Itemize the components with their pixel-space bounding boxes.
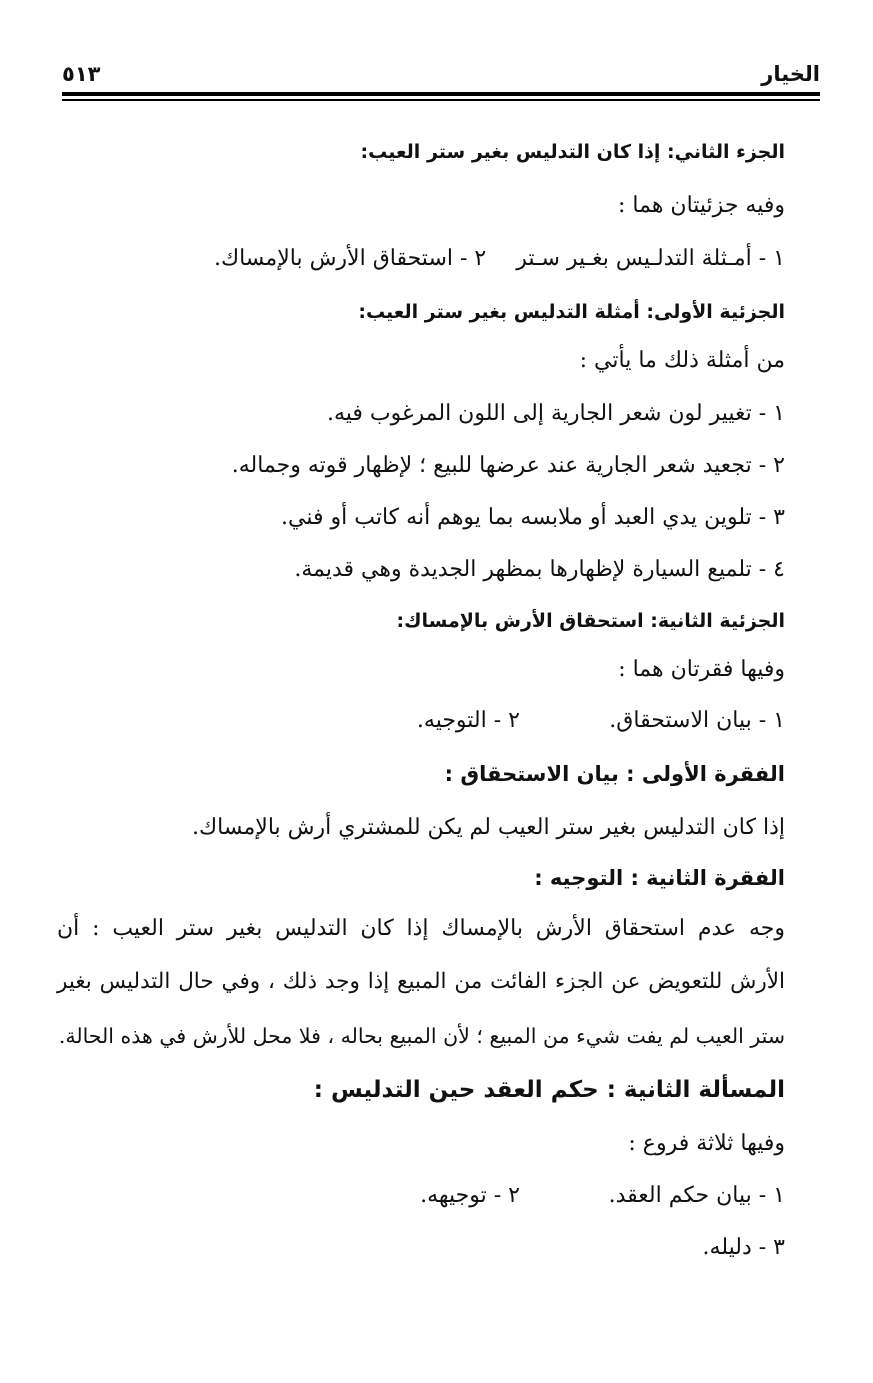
example-item: ١ - تغيير لون شعر الجارية إلى اللون المرغوب فيه. bbox=[327, 401, 785, 426]
body-text: ستر العيب لم يفت شيء من المبيع ؛ لأن المبيع بحاله ، فلا محل للأرش في هذه الحالة. bbox=[58, 1024, 785, 1048]
examples-intro: من أمثلة ذلك ما يأتي : bbox=[579, 348, 785, 373]
running-title: الخيار bbox=[761, 62, 820, 86]
paragraph-heading-one: الفقرة الأولى : بيان الاستحقاق : bbox=[444, 762, 785, 786]
page-number: ٥١٣ bbox=[62, 62, 101, 86]
issue-heading-two: المسألة الثانية : حكم العقد حين التدليس : bbox=[313, 1077, 785, 1103]
list-item: ١ - بيان الاستحقاق. bbox=[609, 708, 785, 733]
branches-intro: وفيها ثلاثة فروع : bbox=[628, 1131, 785, 1156]
subsection-list bbox=[214, 243, 785, 275]
list-item: ١ - أمـثلة التدلـيس بغـير سـتر bbox=[516, 246, 785, 271]
paragraph-list bbox=[417, 705, 785, 737]
list-item: ٢ - التوجيه. bbox=[416, 708, 520, 733]
header-rule-thin bbox=[62, 99, 820, 101]
paragraph-heading-two: الفقرة الثانية : التوجيه : bbox=[534, 866, 785, 890]
body-text: الأرش للتعويض عن الجزء الفائت من المبيع إذا وجد ذلك ، وفي حال التدليس بغير bbox=[57, 969, 785, 994]
list-item: ٢ - استحقاق الأرش بالإمساك. bbox=[213, 246, 487, 271]
list-item: ٢ - توجيهه. bbox=[420, 1183, 520, 1208]
body-text: إذا كان التدليس بغير ستر العيب لم يكن للمشتري أرش بالإمساك. bbox=[192, 815, 785, 840]
section-heading-part-two: الجزء الثاني: إذا كان التدليس بغير ستر العيب: bbox=[360, 141, 785, 163]
example-item: ٤ - تلميع السيارة لإظهارها بمظهر الجديدة وهي قديمة. bbox=[294, 557, 785, 582]
page-header bbox=[62, 58, 820, 92]
intro-text: وفيه جزئيتان هما : bbox=[618, 193, 785, 218]
body-text: وجه عدم استحقاق الأرش بالإمساك إذا كان التدليس بغير ستر العيب : أن bbox=[57, 916, 785, 941]
subsection-heading-one: الجزئية الأولى: أمثلة التدليس بغير ستر العيب: bbox=[358, 301, 785, 323]
paragraphs-intro: وفيها فقرتان هما : bbox=[618, 657, 785, 682]
header-rule-thick bbox=[62, 92, 820, 96]
example-item: ٢ - تجعيد شعر الجارية عند عرضها للبيع ؛ لإظهار قوته وجماله. bbox=[231, 453, 785, 478]
subsection-heading-two: الجزئية الثانية: استحقاق الأرش بالإمساك: bbox=[396, 610, 785, 632]
branch-list bbox=[420, 1180, 785, 1212]
example-item: ٣ - تلوين يدي العبد أو ملابسه بما يوهم أنه كاتب أو فني. bbox=[281, 505, 785, 530]
list-item: ٣ - دليله. bbox=[702, 1235, 785, 1260]
list-item: ١ - بيان حكم العقد. bbox=[608, 1183, 785, 1208]
